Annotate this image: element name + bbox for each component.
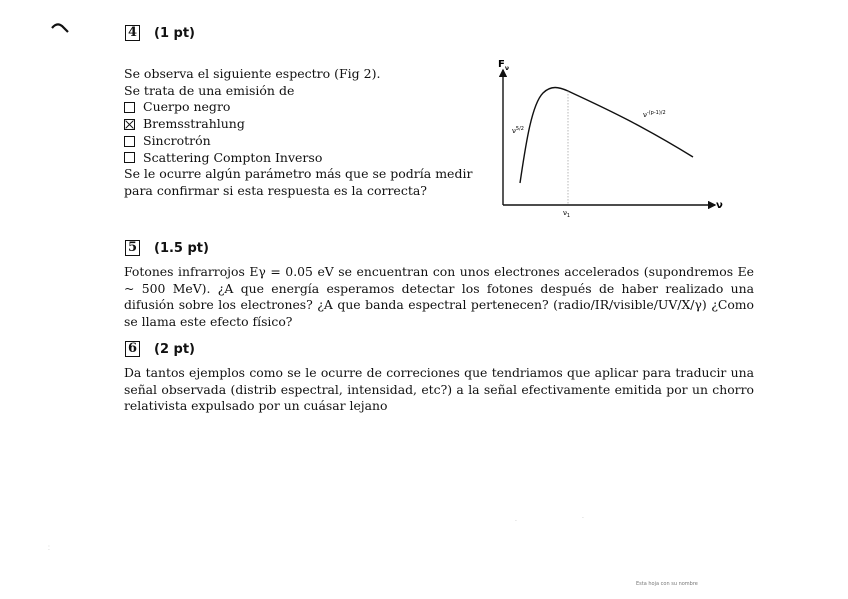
scan-smudge: ⁚ — [48, 545, 50, 552]
question-5-text: Fotones infrarrojos Eγ = 0.05 eV se encuentran con unos electrones accelerados (supondremos Ee ~ 500 MeV). ¿A que energía esperamos detectar los fotones después de haber realizado una difusión sobre los electrones? ¿A que banda espectral pertenecen? (radio/IR/visible/UV/X/γ) ¿Como se llama este efecto físico? — [124, 264, 754, 330]
footer-note: Esta hoja con su nombre — [636, 581, 698, 587]
question-6-text: Da tantos ejemplos como se le ocurre de correciones que tendriamos que aplicar para traducir una señal observada (distrib espectral, intensidad, etc?) a la señal efectivamente emitida por un chorro relativista expulsado por un cuásar lejano — [124, 365, 754, 414]
option-cuerpo-negro[interactable] — [124, 99, 474, 116]
q4-intro-2: Se trata de una emisión de — [124, 82, 295, 98]
staple-mark-icon — [50, 22, 72, 34]
scan-dot: · — [582, 515, 584, 522]
scan-dot: · — [515, 518, 517, 525]
checkbox-checked-icon[interactable] — [124, 119, 135, 130]
option-bremsstrahlung[interactable] — [124, 116, 474, 133]
question-6-points: (2 pt) — [154, 341, 195, 357]
question-4-points: (1 pt) — [154, 25, 195, 41]
left-slope-label: $\nu^{5/2}$ — [512, 126, 524, 135]
question-6-number: 6 — [125, 341, 140, 357]
question-4-header — [125, 25, 195, 41]
spectrum-curve — [520, 88, 693, 184]
checkbox-empty-icon[interactable] — [124, 102, 135, 113]
question-4-body — [124, 66, 474, 200]
question-6-header — [125, 341, 195, 357]
x-axis-label: ν — [716, 200, 723, 211]
question-5-number: 5 — [125, 240, 140, 256]
option-label: Sincrotrón — [143, 132, 211, 148]
q4-intro-1: Se observa el siguiente espectro (Fig 2). — [124, 66, 381, 81]
question-5-header — [125, 240, 209, 256]
question-5-points: (1.5 pt) — [154, 240, 209, 256]
q4-question-2: para confirmar si esta respuesta es la correcta? — [124, 182, 428, 198]
right-slope-label: $\nu^{-(p-1)/2}$ — [643, 110, 666, 119]
option-scattering-compton[interactable] — [124, 150, 474, 167]
question-4-number: 4 — [125, 25, 140, 41]
option-label: Scattering Compton Inverso — [143, 149, 323, 165]
option-label: Cuerpo negro — [143, 99, 231, 115]
option-sincrotron[interactable] — [124, 133, 474, 150]
checkbox-empty-icon[interactable] — [124, 136, 135, 147]
peak-frequency-label: $\nu_1$ — [563, 209, 571, 219]
q4-question-1: Se le ocurre algún parámetro más que se podría medir — [124, 166, 473, 182]
checkbox-empty-icon[interactable] — [124, 152, 135, 163]
spectrum-figure — [493, 55, 733, 225]
y-axis-label: $F_\nu$ — [498, 59, 509, 72]
option-label: Bremsstrahlung — [143, 116, 245, 132]
